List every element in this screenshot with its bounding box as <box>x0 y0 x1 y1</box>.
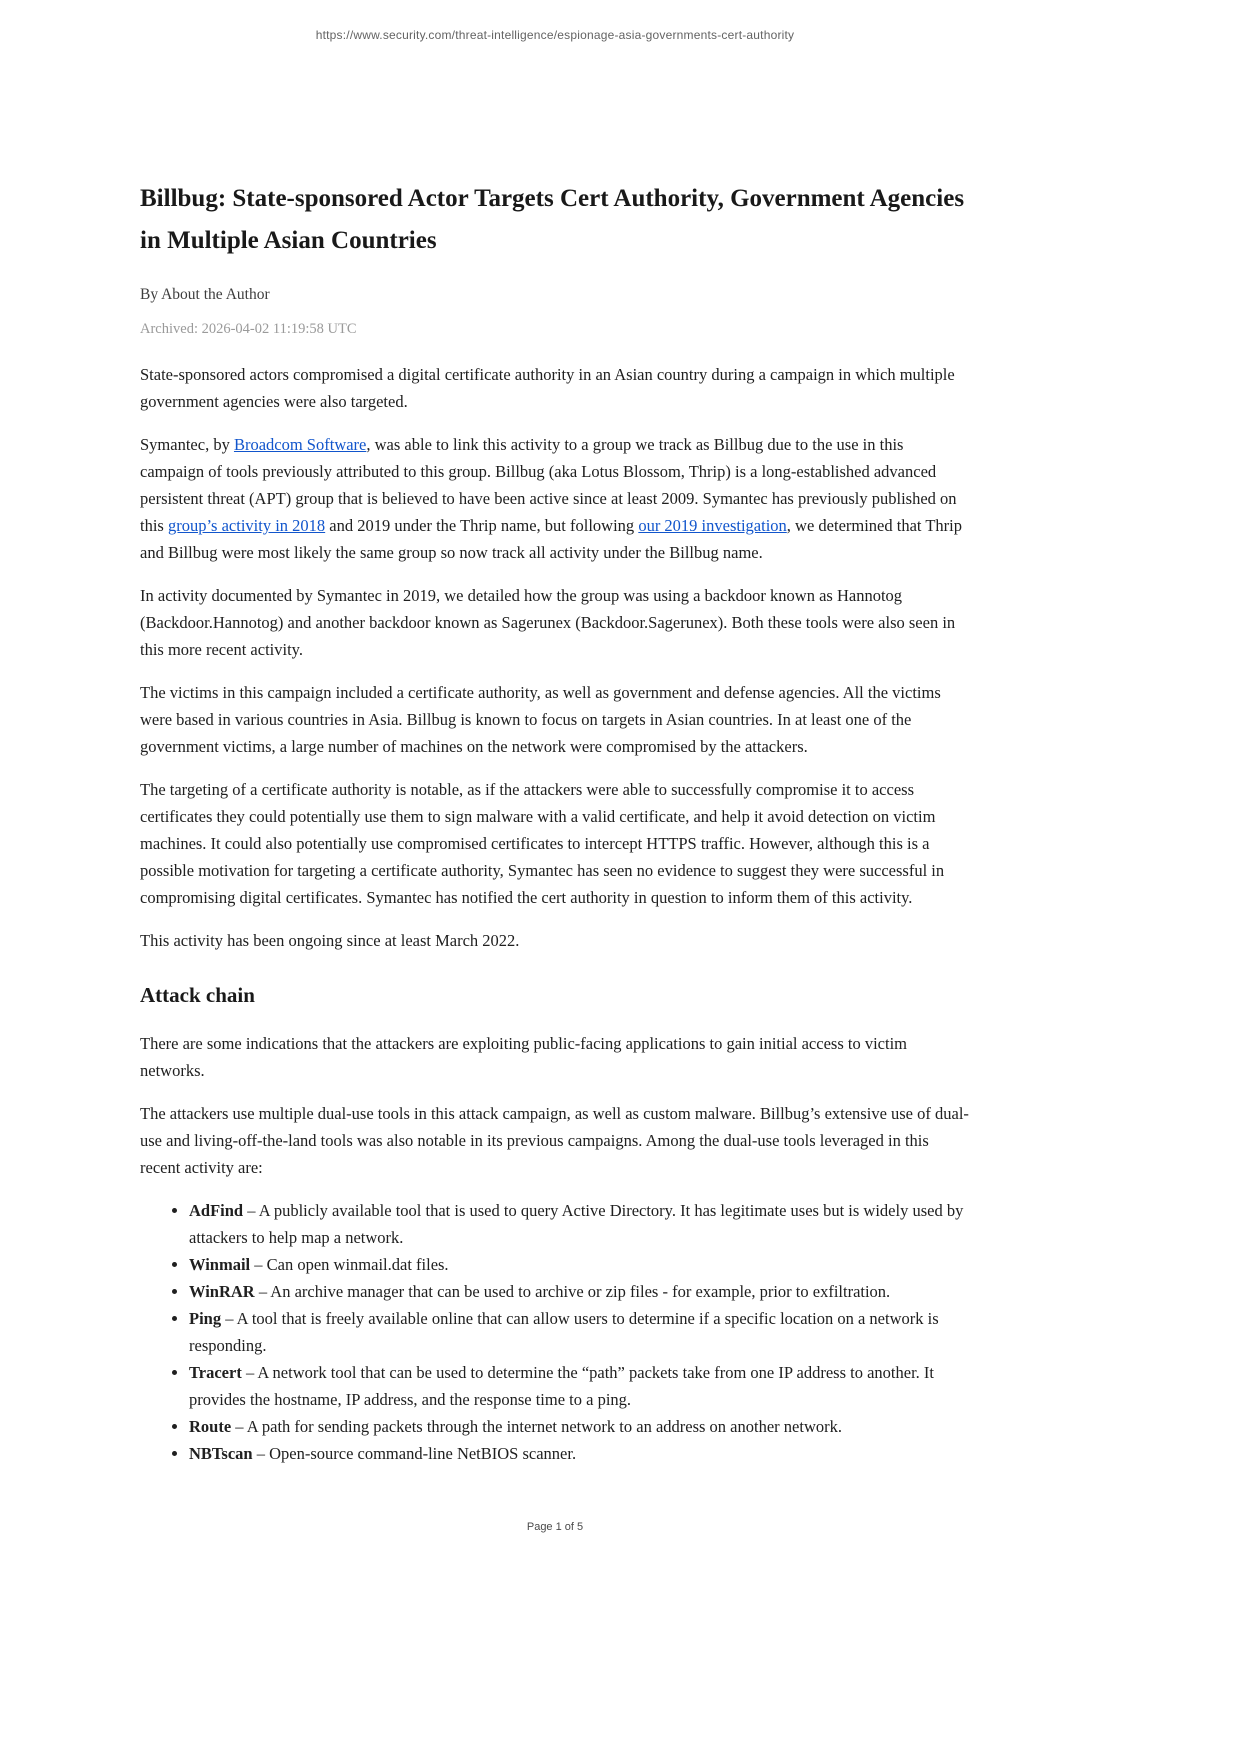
paragraph-text: This activity has been ongoing since at least March 2022. <box>140 931 520 950</box>
paragraph-text: The victims in this campaign included a certificate authority, as well as government and defense agencies. All the victims were based in various countries in Asia. Billbug is known to focus on targets in Asian countries. In at least one of the government victims, a large number of machines on the network were compromised by the attackers. <box>140 683 941 756</box>
article-intro-section <box>140 361 970 954</box>
tool-list-item <box>189 1440 970 1467</box>
paragraph-text: There are some indications that the attackers are exploiting public-facing applications to gain initial access to victim networks. <box>140 1034 907 1080</box>
article-byline: By About the Author <box>140 286 270 303</box>
tool-name: Tracert <box>189 1363 242 1382</box>
section-heading-attack-chain: Attack chain <box>140 983 255 1007</box>
tool-name: NBTscan <box>189 1444 253 1463</box>
paragraph-text: , was able to link this activity to a group we track as Billbug due to the use in this campaign of tools previously attributed to this group. Billbug (aka Lotus Blossom, Thrip) is a long-established advanced persistent threat (APT) group that is believed to have been active since at least 2009. Symantec has previously published on this <box>140 435 957 535</box>
article-content <box>140 178 970 1483</box>
tool-list-item <box>189 1305 970 1359</box>
article-title: Billbug: State-sponsored Actor Targets Cert Authority, Government Agencies in Multiple Asian Countries <box>140 185 965 254</box>
tool-list-item <box>189 1359 970 1413</box>
tool-description: – Can open winmail.dat files. <box>250 1255 449 1274</box>
tool-description: – An archive manager that can be used to archive or zip files - for example, prior to exfiltration. <box>254 1282 891 1301</box>
paragraph-text: The targeting of a certificate authority is notable, as if the attackers were able to successfully compromise it to access certificates they could potentially use them to sign malware with a valid certificate, and help it avoid detection on victim machines. It could also potentially use compromised certificates to intercept HTTPS traffic. However, although this is a possible motivation for targeting a certificate authority, Symantec has seen no evidence to suggest they were successful in compromising digital certificates. Symantec has notified the cert authority in question to inform them of this activity. <box>140 780 945 907</box>
archive-timestamp: Archived: 2026-04-02 11:19:58 UTC <box>140 321 357 337</box>
page-number: Page 1 of 5 <box>526 1521 584 1533</box>
paragraph-text: State-sponsored actors compromised a digital certificate authority in an Asian country during a campaign in which multiple government agencies were also targeted. <box>140 365 955 411</box>
tool-description: – Open-source command-line NetBIOS scanner. <box>252 1444 577 1463</box>
article-paragraph <box>140 1100 970 1181</box>
source-url: https://www.security.com/threat-intelligence/espionage-asia-governments-cert-authority <box>315 28 795 42</box>
inline-link[interactable]: our 2019 investigation <box>638 516 787 535</box>
dual-use-tools-list <box>140 1197 970 1467</box>
article-paragraph <box>140 431 970 566</box>
article-paragraph <box>140 927 970 954</box>
paragraph-text: , we determined that Thrip and Billbug were most likely the same group so now track all activity under the Billbug name. <box>140 516 962 562</box>
paragraph-text: In activity documented by Symantec in 2019, we detailed how the group was using a backdoor known as Hannotog (Backdoor.Hannotog) and another backdoor known as Sagerunex (Backdoor.Sagerunex). Both these tools were also seen in this more recent activity. <box>140 586 956 659</box>
tool-name: Route <box>189 1417 232 1436</box>
page-footer <box>140 1521 970 1533</box>
paragraph-text: and 2019 under the Thrip name, but following <box>325 516 639 535</box>
article-paragraph <box>140 1030 970 1084</box>
article-paragraph <box>140 679 970 760</box>
tool-list-item <box>189 1197 970 1251</box>
tool-description: – A path for sending packets through the internet network to an address on another network. <box>231 1417 842 1436</box>
inline-link[interactable]: group’s activity in 2018 <box>167 516 326 535</box>
tool-name: Winmail <box>189 1255 251 1274</box>
article-paragraph <box>140 776 970 911</box>
paragraph-text: Symantec, by <box>140 435 234 454</box>
article-paragraph <box>140 582 970 663</box>
tool-list-item <box>189 1413 970 1440</box>
paragraph-text: The attackers use multiple dual-use tools in this attack campaign, as well as custom malware. Billbug’s extensive use of dual-use and living-off-the-land tools was also notable in its previous campaigns. Among the dual-use tools leveraged in this recent activity are: <box>140 1104 969 1177</box>
tool-name: Ping <box>189 1309 222 1328</box>
page-header <box>140 28 970 42</box>
tool-name: WinRAR <box>189 1282 255 1301</box>
tool-list-item <box>189 1251 970 1278</box>
tool-description: – A publicly available tool that is used to query Active Directory. It has legitimate uses but is widely used by attackers to help map a network. <box>189 1201 964 1247</box>
article-paragraph <box>140 361 970 415</box>
tool-description: – A tool that is freely available online that can allow users to determine if a specific location on a network is responding. <box>189 1309 939 1355</box>
tool-name: AdFind <box>189 1201 244 1220</box>
tool-description: – A network tool that can be used to determine the “path” packets take from one IP address to another. It provides the hostname, IP address, and the response time to a ping. <box>189 1363 935 1409</box>
inline-link[interactable]: Broadcom Software <box>233 435 367 454</box>
attack-chain-section <box>140 1030 970 1181</box>
tool-list-item <box>189 1278 970 1305</box>
